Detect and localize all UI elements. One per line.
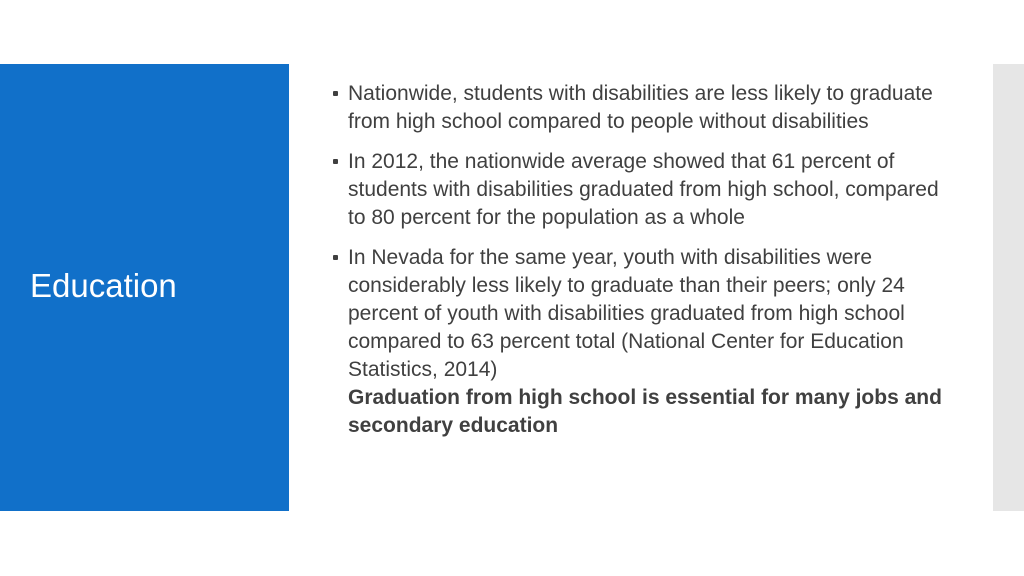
slide-title: Education (30, 267, 177, 304)
side-accent-bar (993, 64, 1024, 511)
bullet-text: In Nevada for the same year, youth with disabilities were considerably less likely to graduate than their peers; only 24 percent of youth with disabilities graduated from high school compared to 63 percent total (National Center for Education Statistics, 2014) (348, 246, 905, 381)
bullet-list (333, 80, 943, 452)
bullet-text: Nationwide, students with disabilities are less likely to graduate from high school compared to people without disabilities (348, 82, 933, 133)
bullet-emphasis-text: Graduation from high school is essential for many jobs and secondary education (348, 386, 942, 437)
bullet-item (333, 80, 943, 136)
bullet-item (333, 148, 943, 232)
bullet-icon (333, 91, 338, 96)
bullet-text: In 2012, the nationwide average showed that 61 percent of students with disabilities graduated from high school, compared to 80 percent for the population as a whole (348, 150, 939, 229)
bullet-icon (333, 159, 338, 164)
bullet-item (333, 244, 943, 440)
bullet-icon (333, 255, 338, 260)
